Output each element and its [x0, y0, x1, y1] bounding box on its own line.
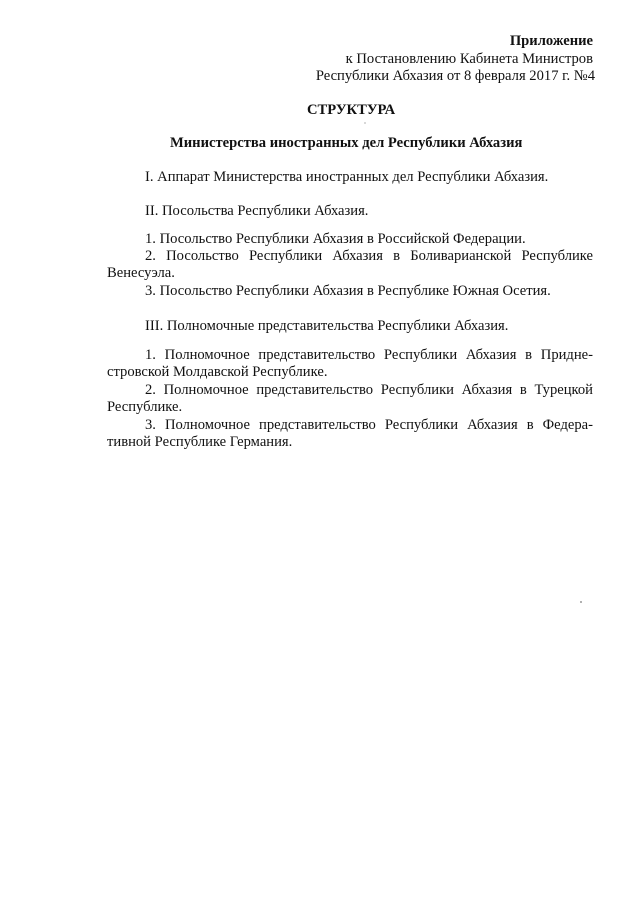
section-2-heading: II. Посольства Республики Абхазия. [145, 203, 369, 219]
annex-line-1: к Постановлению Кабинета Министров [345, 51, 593, 67]
annex-line-2: Республики Абхазия от 8 февраля 2017 г. №4 [315, 68, 595, 84]
list-item-continuation: Республике. [107, 399, 183, 415]
annex-title: Приложение [509, 33, 593, 49]
section-1-heading: I. Аппарат Министерства иностранных дел Республики Абхазия. [145, 169, 549, 185]
list-item: 2. Полномочное представительство Республики Абхазия в Турецкой [145, 382, 593, 398]
list-item: 2. Посольство Республики Абхазия в Боливарианской Республике [145, 248, 593, 264]
scan-speck [580, 601, 582, 603]
scan-speck [364, 122, 366, 124]
list-item-continuation: Венесуэла. [107, 265, 175, 281]
list-item: 1. Посольство Республики Абхазия в Российской Федерации. [145, 231, 526, 247]
list-item-continuation: стровской Молдавской Республике. [107, 364, 328, 380]
document-subtitle: Министерства иностранных дел Республики Абхазия [170, 135, 523, 151]
list-item: 3. Посольство Республики Абхазия в Республике Южная Осетия. [145, 283, 551, 299]
list-item-continuation: тивной Республике Германия. [107, 434, 293, 450]
list-item: 3. Полномочное представительство Республики Абхазия в Федера- [145, 417, 593, 433]
document-title: СТРУКТУРА [307, 102, 396, 118]
list-item: 1. Полномочное представительство Республики Абхазия в Придне- [145, 347, 593, 363]
section-3-heading: III. Полномочные представительства Республики Абхазия. [145, 318, 509, 334]
